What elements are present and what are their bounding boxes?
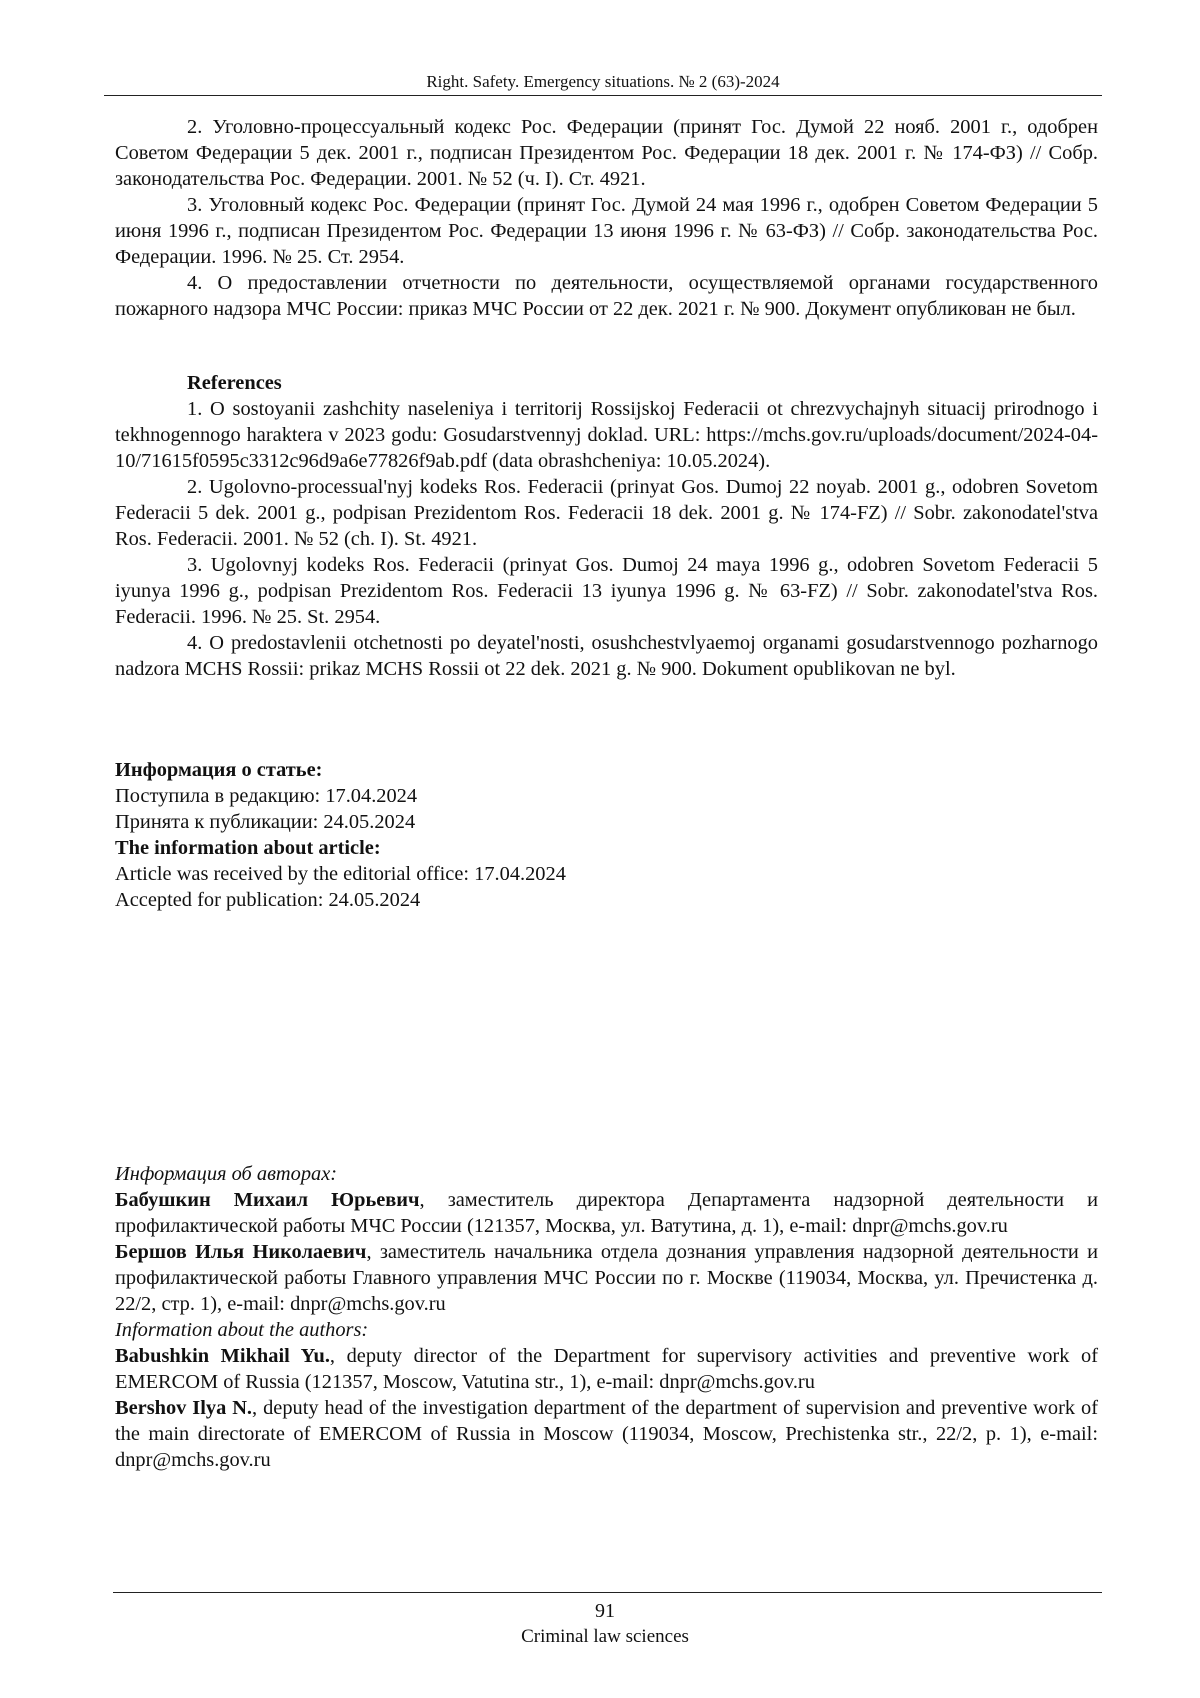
author-name: Babushkin Mikhail Yu. (115, 1345, 330, 1367)
author-name: Бабушкин Михаил Юрьевич (115, 1189, 420, 1211)
russian-reference-list (115, 114, 1098, 322)
russian-reference-item: 2. Уголовно-процессуальный кодекс Рос. Федерации (принят Гос. Думой 22 нояб. 2001 г., одобрен Советом Федерации 5 дек. 2001 г., подписан Президентом Рос. Федерации 18 дек. 2001 г. № 174-ФЗ) // Собр. законодательства Рос. Федерации. 2001. № 52 (ч. I). Ст. 4921. (115, 116, 1098, 190)
reference-item: 4. O predostavlenii otchetnosti po deyatel'nosti, osushchestvlyaemoj organami gosudarstvennogo pozharnogo nadzora MCHS Rossii: prikaz MCHS Rossii ot 22 dek. 2021 g. № 900. Dokument opublikovan ne byl. (115, 632, 1098, 680)
author-details: , deputy director of the Department for supervisory activities and preventive work of EMERCOM of Russia (121357, Moscow, Vatutina str., 1), e-mail: dnpr@mchs.gov.ru (115, 1345, 1098, 1393)
accepted-date-ru: Принята к публикации: 24.05.2024 (115, 811, 416, 833)
header-divider (104, 95, 1102, 96)
references-heading: References (187, 372, 282, 394)
author-entry (115, 1395, 1098, 1473)
russian-reference-item: 3. Уголовный кодекс Рос. Федерации (принят Гос. Думой 24 мая 1996 г., одобрен Советом Федерации 5 июня 1996 г., подписан Президентом Рос. Федерации 13 июня 1996 г. № 63-ФЗ) // Собр. законодательства Рос. Федерации. 1996. № 25. Ст. 2954. (115, 194, 1098, 268)
footer-divider (113, 1592, 1102, 1593)
author-entry (115, 1187, 1098, 1239)
running-header: Right. Safety. Emergency situations. № 2 (63)-2024 (426, 72, 780, 91)
received-date-ru: Поступила в редакцию: 17.04.2024 (115, 785, 418, 807)
author-details: , заместитель начальника отдела дознания управления надзорной деятельности и профилактической работы Главного управления МЧС России по г. Москве (119034, Москва, ул. Пречистенка д. 22/2, стр. 1), e-mail: dnpr@mchs.gov.ru (115, 1241, 1098, 1315)
author-details: , deputy head of the investigation department of the department of supervision and preventive work of the main directorate of EMERCOM of Russia in Moscow (119034, Moscow, Prechistenka str., 22/2, p. 1), e-mail: dnpr@mchs.gov.ru (115, 1397, 1098, 1471)
author-name: Bershov Ilya N. (115, 1397, 253, 1419)
reference-item: 2. Ugolovno-processual'nyj kodeks Ros. Federacii (prinyat Gos. Dumoj 22 noyab. 2001 g., odobren Sovetom Federacii 5 dek. 2001 g., podpisan Prezidentom Ros. Federacii 18 dek. 2001 g. № 174-FZ) // Sobr. zakonodatel'stva Ros. Federacii. 2001. № 52 (ch. I). St. 4921. (115, 476, 1098, 550)
accepted-date-en: Accepted for publication: 24.05.2024 (115, 889, 421, 911)
page-number: 91 (595, 1600, 615, 1622)
article-info (115, 757, 1098, 913)
article-info-heading-ru: Информация о статье: (115, 759, 323, 781)
references-section (115, 370, 1098, 682)
author-info (115, 1161, 1098, 1473)
author-entry (115, 1343, 1098, 1395)
russian-reference-item: 4. О предоставлении отчетности по деятельности, осуществляемой органами государственного пожарного надзора МЧС России: приказ МЧС России от 22 дек. 2021 г. № 900. Документ опубликован не был. (115, 272, 1098, 320)
reference-item: 3. Ugolovnyj kodeks Ros. Federacii (prinyat Gos. Dumoj 24 maya 1996 g., odobren Sovetom Federacii 5 iyunya 1996 g., podpisan Prezidentom Ros. Federacii 13 iyunya 1996 g. № 63-FZ) // Sobr. zakonodatel'stva Ros. Federacii. 1996. № 25. St. 2954. (115, 554, 1098, 628)
section-title: Criminal law sciences (521, 1626, 689, 1647)
author-details: , заместитель директора Департамента надзорной деятельности и профилактической работы МЧС России (121357, Москва, ул. Ватутина, д. 1), e-mail: dnpr@mchs.gov.ru (115, 1189, 1098, 1237)
reference-item: 1. O sostoyanii zashchity naseleniya i territorij Rossijskoj Federacii ot chrezvychajnyh situacij prirodnogo i tekhnogennogo haraktera v 2023 godu: Gosudarstvennyj doklad. URL: https://mchs.gov.ru/uploads/document/2024-04-10/71615f0595c3312c96d9a6e77826f9ab.pdf (data obrashcheniya: 10.05.2024). (115, 398, 1098, 472)
author-name: Бершов Илья Николаевич (115, 1241, 367, 1263)
received-date-en: Article was received by the editorial office: 17.04.2024 (115, 863, 566, 885)
authors-heading-en: Information about the authors: (115, 1319, 369, 1341)
author-entry (115, 1239, 1098, 1317)
authors-heading-ru: Информация об авторах: (115, 1163, 338, 1185)
article-info-heading-en: The information about article: (115, 837, 381, 859)
